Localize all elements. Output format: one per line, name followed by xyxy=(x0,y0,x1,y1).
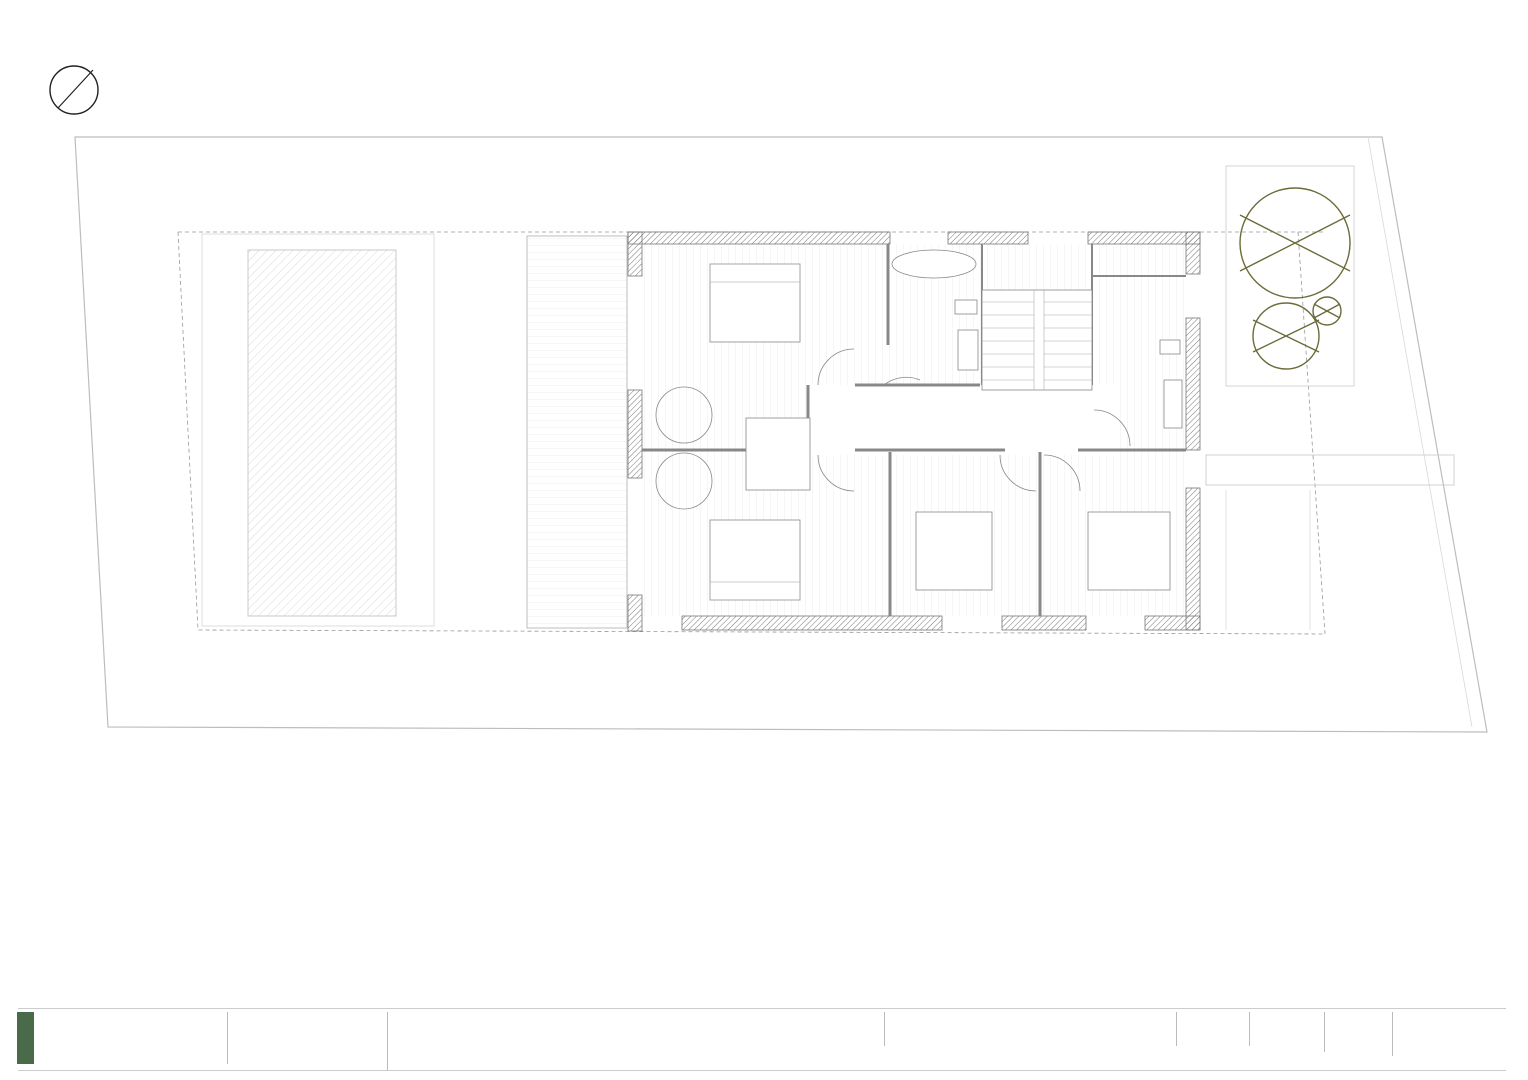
divider xyxy=(884,1012,885,1046)
divider xyxy=(387,1012,388,1070)
cubierta-no-accesible xyxy=(527,236,627,628)
tree-small-icon xyxy=(1313,297,1341,325)
tree-large-icon xyxy=(1240,188,1350,298)
divider xyxy=(1249,1012,1250,1046)
ref-badge xyxy=(17,1012,34,1064)
divider xyxy=(227,1012,228,1064)
divider xyxy=(1324,1012,1325,1052)
divider xyxy=(1176,1012,1177,1046)
tree-medium-icon xyxy=(1253,303,1319,369)
north-arrow-icon xyxy=(50,66,98,114)
title-block-bottom-rule xyxy=(18,1070,1506,1071)
title-block-top-rule xyxy=(18,1008,1506,1009)
distribution-list xyxy=(1125,819,1395,834)
divider xyxy=(1392,1012,1393,1056)
